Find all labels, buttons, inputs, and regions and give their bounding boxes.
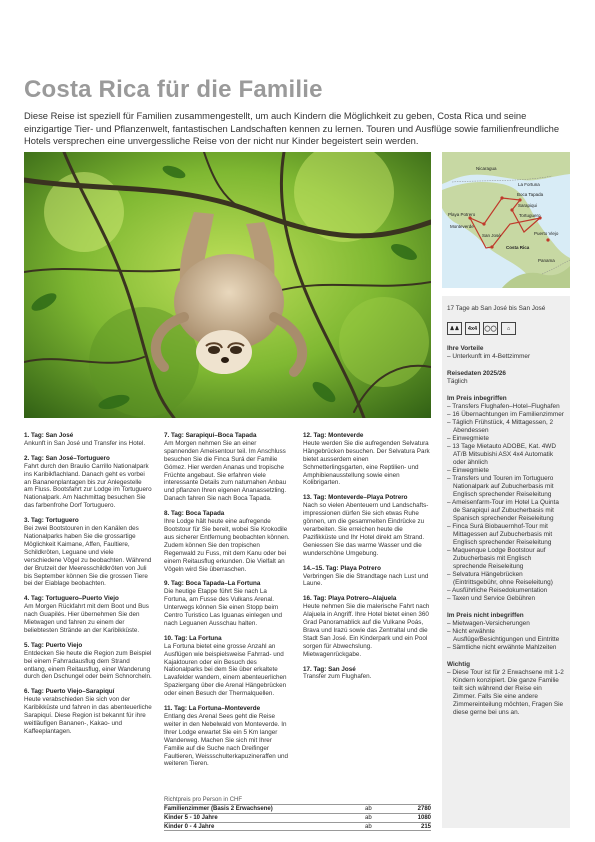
price-prefix: ab (365, 806, 372, 812)
day-text: Ihre Lodge hält heute eine aufregende Bootstour für Sie bereit, wobei Sie Krokodile aus sicherer Entfernung beobachten können. Zudem können Sie den tropischen Regenwald zu Fuss, mit dem Kanu oder bei einem Reitausflug erkunden. Die Vielfalt an Vögeln wird Sie überraschen. (164, 518, 290, 573)
itinerary-day (303, 595, 431, 658)
itinerary-day (303, 666, 431, 682)
list-item: – Transfers Flughafen–Hotel–Flughafen (447, 403, 565, 411)
price-table (164, 797, 431, 831)
included-heading: Im Preis inbegriffen (447, 395, 507, 402)
map-label-san-jose: San José (482, 233, 501, 238)
day-title: 8. Tag: Boca Tapada (164, 510, 225, 518)
list-item: – 13 Tage Mietauto ADOBE, Kat. 4WD AT/B Mitsubishi ASX 4x4 Automatik oder ähnlich (447, 443, 565, 467)
map-label-tortuguero: Tortuguero (519, 213, 541, 218)
day-text: Fahrt durch den Braulio Carrillo Nationalpark ins Karibikflachland. Danach geht es vorbei an Bananenplantagen bis zur Anlegestelle am Fluss. Bootsfahrt zur Lodge im Tortuguero Nationalpark. Am Nachmittag besuchen Sie das farbenfrohe Dorf Tortuguero. (24, 462, 152, 510)
day-text: La Fortuna bietet eine grosse Anzahl an Ausflügen wie beispielsweise Fahrrad- und Kajaktouren oder ein Besuch des Nationalparks bei dem Sie über erkaltete Lavafelder wandern, einem abenteuerlichen Spaziergang über die Arenal Hängebrücken oder einen Besuch der Thermalquellen. (164, 642, 287, 698)
list-item: – Nicht erwähnte Ausflüge/Besichtigungen und Eintritte (447, 628, 565, 644)
list-item: – Sämtliche nicht erwähnte Mahlzeiten (447, 644, 565, 652)
day-title: 10. Tag: La Fortuna (164, 634, 222, 642)
itinerary-day (164, 432, 292, 503)
price-value: 2780 (417, 806, 431, 812)
itinerary-day (164, 635, 292, 698)
day-text: Entdecken Sie heute die Region zum Beispiel bei einem Fahrradausflug dem Strand entlang, einem Reitausflug, einer Wanderung durch den Dschungel oder beim Schnorcheln. (24, 649, 152, 681)
family-icon: ♟♟ (447, 322, 462, 335)
itinerary-day (24, 432, 152, 448)
day-title: 3. Tag: Tortuguero (24, 517, 79, 525)
list-item: – 16 Übernachtungen im Familienzimmer (447, 411, 565, 419)
important-list (447, 669, 565, 717)
price-prefix: ab (365, 824, 372, 830)
day-title: 13. Tag: Monteverde–Playa Potrero (303, 494, 408, 502)
day-title: 12. Tag: Monteverde (303, 432, 364, 439)
day-text: Nach so vielen Abenteuern und Landschafts- impressionen dürfen Sie sich etwas Ruhe gönnen, um die gesammelten Eindrücke zu verarbeiten. Sie erreichen heute die Pazifikküste und Ihr Hotel direkt am Strand. Geniessen Sie das warme Wasser und die wunderschöne Umgebung. (303, 502, 429, 557)
hotel-icon: ⌂ (501, 322, 516, 335)
list-item: – Ausführliche Reisedokumentation (447, 587, 565, 595)
map-label-costa-rica: Costa Rica (506, 245, 530, 250)
binoculars-icon: ◯◯ (483, 322, 498, 335)
price-value: 1080 (417, 815, 431, 821)
important-heading: Wichtig (447, 661, 471, 668)
day-title: 5. Tag: Puerto Viejo (24, 641, 83, 649)
day-title: 17. Tag: San José (303, 665, 356, 673)
sloth-photo (24, 152, 431, 418)
route-map (442, 152, 570, 288)
itinerary-day (24, 517, 152, 588)
dates-heading: Reisedaten 2025/26 (447, 370, 506, 377)
itinerary-day (303, 565, 431, 589)
itinerary-day (24, 642, 152, 682)
map-label-sarapiqui: Sarapiqui (518, 203, 538, 208)
list-item: – Ameisenfarm-Tour im Hotel La Quinta de Sarapiquí auf Zubucherbasis mit Spanisch sprechender Reiseleitung (447, 499, 565, 523)
day-text: Heute nehmen Sie die malerische Fahrt nach Alajuela in Angriff. Ihre Hotel bietet einen 360 Grad Panoramablick auf die Vulkane Poás, Brava und Irazú sowie das Zentraltal und die Stadt San José. Ein Kinderpark und ein Pool sorgen für Abwechslung. Mietwagenrückgabe. (303, 603, 430, 658)
day-title: 14.–15. Tag: Playa Potrero (303, 564, 381, 572)
day-title: 1. Tag: San José (24, 432, 74, 439)
list-item: – Selvatura Hängebrücken (Eintrittsgebühr, ohne Reiseleitung) (447, 571, 565, 587)
itinerary-column-1 (24, 432, 152, 743)
map-label-nicaragua: Nicaragua (476, 166, 497, 171)
day-text: Bei zwei Bootstouren in den Kanälen des Nationalparks haben Sie die grossartige Möglichkeit Kaimane, Affen, Faultiere, Schildkröten, Leguane und viele verschiedene Vögel zu beobachten. Während der Brutzeit der Meeresschildkröten von Juli bis September können Sie die grossen Tiere bei der Eiablage beobachten. (24, 525, 152, 588)
advantages-heading: Ihre Vorteile (447, 345, 484, 352)
list-item: – Einwegmiete (447, 435, 565, 443)
day-title: 7. Tag: Sarapiquí–Boca Tapada (164, 432, 257, 439)
map-label-monteverde: Monteverde (450, 224, 474, 229)
list-item: – Unterkunft im 4-Bettzimmer (447, 353, 565, 361)
itinerary-day (24, 595, 152, 635)
4x4-icon: 4x4 (465, 322, 480, 335)
list-item: – Täglich Frühstück, 4 Mittagessen, 2 Abendessen (447, 419, 565, 435)
price-label: Kinder 0 - 4 Jahre (164, 824, 215, 830)
list-item: – Transfers und Touren im Tortuguero Nationalpark auf Zubucherbasis mit Englisch sprechender Reiseleitung (447, 475, 565, 499)
trip-duration: 17 Tage ab San José bis San José (447, 305, 546, 312)
list-item: – Diese Tour ist für 2 Erwachsene mit 1-2 Kindern konzipiert. Die ganze Familie teilt sich während der Reise ein Zimmer. Falls Sie eine andere Zimmereinteilung möchten, Fragen Sie diese gerne bei uns an. (447, 669, 565, 717)
day-text: Am Morgen Rückfahrt mit dem Boot und Bus nach Guapilés. Hier übernehmen Sie den Mietwagen und fahren zu einem der beliebtesten Strände an der Karibikküste. (24, 603, 149, 634)
table-row (164, 804, 431, 813)
map-label-panama: Panama (538, 258, 555, 263)
info-sidebar (442, 296, 570, 828)
itinerary-day (164, 510, 292, 573)
included-list (447, 403, 565, 603)
day-title: 4. Tag: Tortuguero–Puerto Viejo (24, 595, 119, 603)
list-item: – Maquenque Lodge Bootstour auf Zubucherbasis mit Englisch sprechende Reiseleitung (447, 547, 565, 571)
price-caption: Richtpreis pro Person in CHF (164, 797, 243, 803)
excluded-list (447, 620, 565, 652)
day-title: 9. Tag: Boca Tapada–La Fortuna (164, 580, 261, 588)
dates-value: Täglich (447, 378, 468, 385)
itinerary-day (303, 494, 431, 557)
advantages-list (447, 353, 565, 361)
day-text: Heute werden Sie die aufregenden Selvatura Hängebrücken besuchen. Der Selvatura Park bietet ausserdem einen Schmetterlingsgarten, eine Reptilien- und Amphibienausstellung sowie einen Kolibrigarten. (303, 439, 430, 487)
itinerary-column-3 (303, 432, 431, 688)
day-title: 2. Tag: San José–Tortuguero (24, 454, 110, 462)
day-text: Am Morgen nehmen Sie an einer spannenden Ameisentour teil. Im Anschluss besuchen Sie die Finca Surá der Familie Gómez. Hier werden Ananas und tropische Früchte angebaut. Sie erfahren viele interessante Details zum naturnahen Anbau und pflanzen Ihren eigenen Ananassetzling. Danach fahren Sie nach Boca Tapada. (164, 439, 287, 503)
map-label-puerto-viejo: Puerto Viejo (534, 231, 559, 236)
itinerary-day (24, 455, 152, 510)
price-label: Kinder 5 - 10 Jahre (164, 815, 218, 821)
list-item: – Taxen und Service Gebühren (447, 595, 565, 603)
itinerary-column-2 (164, 432, 292, 775)
price-prefix: ab (365, 815, 372, 821)
itinerary-day (164, 705, 292, 768)
day-text: Verbringen Sie die Strandtage nach Lust und Laune. (303, 572, 429, 588)
price-value: 215 (420, 824, 431, 830)
map-label-boca-tapada: Boca Tapada (517, 192, 544, 197)
table-row (164, 822, 431, 831)
day-text: Die heutige Etappe führt Sie nach La Fortuna, am Fusse des Vulkans Arenal. Unterwegs können Sie einen Stopp beim Centro Turistico Las Iguanas einlegen und nach Leguanen Ausschau halten. (164, 588, 282, 627)
table-row (164, 813, 431, 822)
day-title: 16. Tag: Playa Potrero–Alajuela (303, 595, 397, 603)
list-item: – Einwegmiete (447, 467, 565, 475)
day-title: 6. Tag: Puerto Viejo–Sarapiquí (24, 688, 115, 696)
day-text: Entlang des Arenal Sees geht die Reise weiter in den Nebelwald von Monteverde. In Ihrer Lodge erwartet Sie ein 5 Km langer Wanderweg. Machen Sie sich mit Ihrer Familie auf die Suche nach Dreifinger Faultieren, Weissschulterkapuzineraffen und weiteren Tieren. (164, 713, 289, 768)
itinerary-day (164, 580, 292, 627)
day-text: Transfer zum Flughafen. (303, 673, 372, 681)
itinerary-day (24, 688, 152, 735)
day-text: Heute verabschieden Sie sich von der Karibikküste und fahren in das abenteuerliche Sarapiquí. Diese Region ist bekannt für ihre weitläufigen Bananen-, Kakao- und Kaffeeplantagen. (24, 696, 152, 735)
feature-icons (447, 322, 565, 335)
day-text: Ankunft in San José und Transfer ins Hotel. (24, 439, 146, 447)
day-title: 11. Tag: La Fortuna–Monteverde (164, 705, 261, 713)
list-item: – Finca Surá Biobauernhof-Tour mit Mittagessen auf Zubucherbasis mit Englisch sprechender Reiseleitung (447, 523, 565, 547)
intro-text: Diese Reise ist speziell für Familien zusammengestellt, um auch Kindern die Möglichkeit zu geben, Costa Rica und seine einzigartige Tier- und Pflanzenwelt, fantastischen Landschaften kennen zu lernen. Touren und Ausflüge sowie familienfreundliche Hotels versprechen eine unvergessliche Reise von der nicht nur Kinder begeistert sein werden. (24, 110, 560, 147)
map-label-playa-potrero: Playa Potrero (448, 212, 476, 217)
itinerary-day (303, 432, 431, 487)
list-item: – Mietwagen-Versicherungen (447, 620, 565, 628)
excluded-heading: Im Preis nicht inbegriffen (447, 612, 524, 619)
price-label: Familienzimmer (Basis 2 Erwachsene) (164, 806, 273, 812)
page-title: Costa Rica für die Familie (24, 76, 323, 103)
map-label-la-fortuna: La Fortuna (518, 182, 540, 187)
